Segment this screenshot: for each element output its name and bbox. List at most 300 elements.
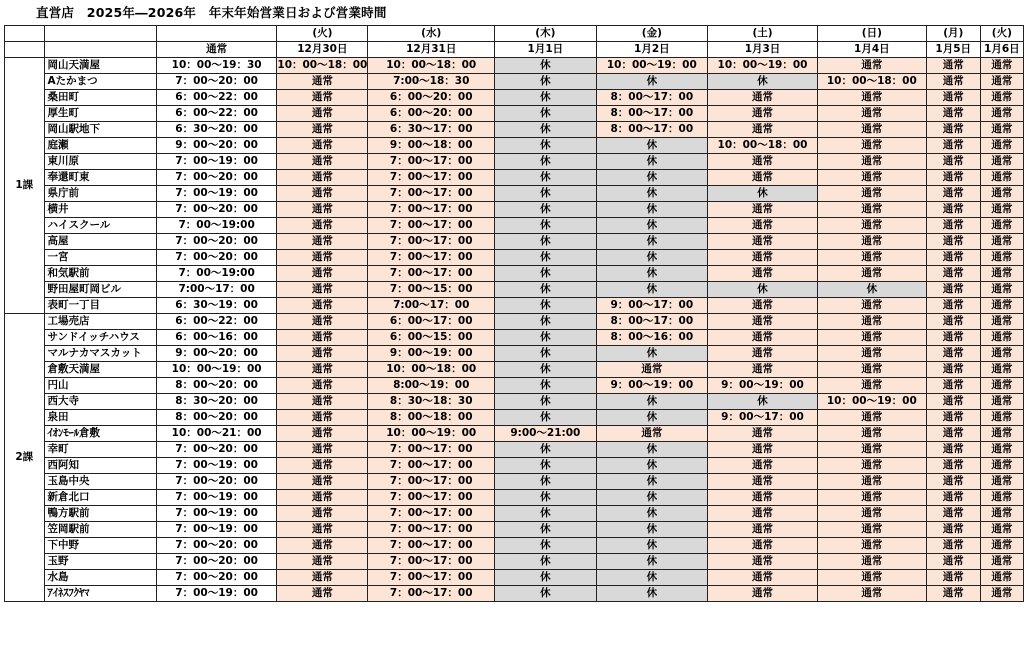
weekday-label: (木) [495, 26, 596, 42]
hours-cell: 通常 [980, 218, 1023, 234]
date-label: 1月3日 [708, 42, 818, 58]
hours-cell: 10：00～18：00 [368, 362, 495, 378]
hours-cell: 通常 [817, 170, 926, 186]
hours-cell: 通常 [980, 58, 1023, 74]
table-row [5, 538, 1024, 554]
hours-cell: 通常 [708, 330, 818, 346]
hours-cell: 休 [495, 554, 596, 570]
hours-cell: 通常 [817, 330, 926, 346]
page-title: 直営店 2025年―2026年 年末年始営業日および営業時間 [36, 5, 387, 20]
hours-cell: 通常 [708, 90, 818, 106]
hours-cell: 通常 [980, 90, 1023, 106]
hours-cell: 7：00～17：00 [368, 458, 495, 474]
hours-cell: 通常 [277, 522, 368, 538]
hours-cell: 通常 [277, 74, 368, 90]
hours-cell: 通常 [980, 282, 1023, 298]
hours-cell: 通常 [817, 426, 926, 442]
weekday-label: (月) [926, 26, 980, 42]
hours-cell: 休 [495, 74, 596, 90]
hours-cell: 通常 [277, 218, 368, 234]
weekday-label: (土) [708, 26, 818, 42]
store-name: 玉野 [44, 554, 156, 570]
store-name: 野田屋町岡ビル [44, 282, 156, 298]
hours-cell: 通常 [708, 298, 818, 314]
table-row [5, 218, 1024, 234]
hours-cell: 9：00～19：00 [708, 378, 818, 394]
hours-cell: 7：00～17：00 [368, 234, 495, 250]
hours-cell: 通常 [926, 170, 980, 186]
hours-cell: 休 [596, 538, 708, 554]
hours-cell: 通常 [708, 250, 818, 266]
hours-cell: 通常 [926, 138, 980, 154]
hours-cell: 通常 [926, 426, 980, 442]
hours-cell: 通常 [926, 522, 980, 538]
hours-cell: 通常 [926, 298, 980, 314]
store-name: 幸町 [44, 442, 156, 458]
hours-cell: 休 [596, 266, 708, 282]
division-label: 1課 [5, 58, 45, 314]
hours-cell: 通常 [708, 426, 818, 442]
hours-cell: 休 [596, 506, 708, 522]
normal-hours: 6：00～22：00 [156, 314, 277, 330]
normal-hours: 6：30～19：00 [156, 298, 277, 314]
header-blank [5, 42, 45, 58]
table-row [5, 554, 1024, 570]
normal-hours: 7：00～19：00 [156, 586, 277, 602]
hours-cell: 通常 [817, 554, 926, 570]
hours-cell: 通常 [817, 458, 926, 474]
store-name: 笠岡駅前 [44, 522, 156, 538]
hours-cell: 通常 [926, 378, 980, 394]
hours-cell: 休 [596, 74, 708, 90]
hours-cell: 10：00～18：00 [817, 74, 926, 90]
store-name: 西阿知 [44, 458, 156, 474]
store-name: 表町一丁目 [44, 298, 156, 314]
hours-cell: 通常 [926, 442, 980, 458]
hours-cell: 通常 [926, 490, 980, 506]
hours-cell: 7：00～17：00 [368, 506, 495, 522]
hours-cell: 7：00～15：00 [368, 282, 495, 298]
hours-cell: 通常 [708, 106, 818, 122]
hours-cell: 通常 [708, 154, 818, 170]
hours-cell: 8:00～19：00 [368, 378, 495, 394]
normal-hours: 8：00～20：00 [156, 378, 277, 394]
hours-cell: 通常 [980, 202, 1023, 218]
hours-cell: 7：00～17：00 [368, 266, 495, 282]
hours-cell: 休 [495, 106, 596, 122]
hours-cell: 6：00～20：00 [368, 106, 495, 122]
hours-cell: 通常 [277, 330, 368, 346]
hours-cell: 通常 [817, 570, 926, 586]
table-row [5, 394, 1024, 410]
store-name: ｱｲﾈｽﾌｸﾔﾏ [44, 586, 156, 602]
hours-cell: 通常 [980, 74, 1023, 90]
hours-cell: 通常 [817, 410, 926, 426]
hours-cell: 7：00～17：00 [368, 490, 495, 506]
store-name: 高屋 [44, 234, 156, 250]
hours-cell: 通常 [817, 362, 926, 378]
hours-cell: 休 [495, 330, 596, 346]
hours-cell: 7：00～17：00 [368, 250, 495, 266]
hours-cell: 通常 [817, 346, 926, 362]
hours-cell: 休 [495, 538, 596, 554]
division-label: 2課 [5, 314, 45, 602]
table-row [5, 490, 1024, 506]
hours-cell: 休 [708, 74, 818, 90]
hours-cell: 通常 [817, 506, 926, 522]
hours-cell: 通常 [277, 234, 368, 250]
hours-cell: 通常 [926, 474, 980, 490]
normal-hours: 6：30～20：00 [156, 122, 277, 138]
hours-cell: 通常 [817, 442, 926, 458]
hours-cell: 休 [495, 506, 596, 522]
hours-cell: 休 [596, 522, 708, 538]
hours-cell: 10：00～19：00 [368, 426, 495, 442]
hours-cell: 7：00～17：00 [368, 442, 495, 458]
hours-cell: 10：00～19：00 [708, 58, 818, 74]
store-name: 厚生町 [44, 106, 156, 122]
store-name: 桑田町 [44, 90, 156, 106]
hours-cell: 休 [708, 282, 818, 298]
hours-cell: 通常 [980, 538, 1023, 554]
hours-cell: 通常 [277, 474, 368, 490]
hours-cell: 通常 [980, 522, 1023, 538]
hours-cell: 休 [596, 410, 708, 426]
hours-cell: 通常 [708, 538, 818, 554]
date-label: 1月4日 [817, 42, 926, 58]
hours-cell: 通常 [277, 282, 368, 298]
table-row [5, 250, 1024, 266]
hours-cell: 休 [495, 314, 596, 330]
hours-cell: 通常 [817, 586, 926, 602]
hours-cell: 9：00～17：00 [708, 410, 818, 426]
schedule-table [4, 25, 1024, 602]
store-name: 庭瀬 [44, 138, 156, 154]
normal-hours: 7：00～19：00 [156, 458, 277, 474]
normal-hours: 8：00～20：00 [156, 410, 277, 426]
hours-cell: 7:00～18：30 [368, 74, 495, 90]
weekday-label: (火) [980, 26, 1023, 42]
hours-cell: 9:00～21:00 [495, 426, 596, 442]
hours-cell: 休 [596, 250, 708, 266]
hours-cell: 通常 [926, 234, 980, 250]
hours-cell: 通常 [980, 298, 1023, 314]
hours-cell: 7：00～17：00 [368, 554, 495, 570]
hours-cell: 10：00～18：00 [368, 58, 495, 74]
hours-cell: 通常 [926, 570, 980, 586]
hours-cell: 通常 [926, 394, 980, 410]
store-name: 西大寺 [44, 394, 156, 410]
normal-hours: 6：00～22：00 [156, 90, 277, 106]
table-row [5, 458, 1024, 474]
hours-cell: 通常 [277, 554, 368, 570]
hours-cell: 通常 [277, 442, 368, 458]
store-name: 円山 [44, 378, 156, 394]
hours-cell: 休 [495, 138, 596, 154]
normal-hours: 10：00～21：00 [156, 426, 277, 442]
hours-cell: 通常 [708, 442, 818, 458]
normal-hours: 7：00～20：00 [156, 74, 277, 90]
hours-cell: 通常 [277, 298, 368, 314]
hours-cell: 通常 [277, 266, 368, 282]
hours-cell: 休 [596, 202, 708, 218]
hours-cell: 通常 [980, 154, 1023, 170]
store-name: サンドイッチハウス [44, 330, 156, 346]
hours-cell: 9：00～19：00 [368, 346, 495, 362]
hours-cell: 休 [596, 490, 708, 506]
hours-cell: 通常 [277, 154, 368, 170]
date-label: 1月1日 [495, 42, 596, 58]
hours-cell: 通常 [926, 74, 980, 90]
store-name: 横井 [44, 202, 156, 218]
normal-hours: 10：00～19：00 [156, 362, 277, 378]
hours-cell: 通常 [926, 314, 980, 330]
hours-cell: 休 [708, 186, 818, 202]
hours-cell: 通常 [926, 586, 980, 602]
hours-cell: 通常 [277, 394, 368, 410]
store-name: 泉田 [44, 410, 156, 426]
normal-hours: 7：00～20：00 [156, 554, 277, 570]
weekday-label: (水) [368, 26, 495, 42]
table-row [5, 202, 1024, 218]
hours-cell: 通常 [277, 250, 368, 266]
hours-cell: 7：00～17：00 [368, 154, 495, 170]
header-blank [44, 26, 156, 42]
normal-hours: 7：00～19：00 [156, 522, 277, 538]
hours-cell: 通常 [980, 442, 1023, 458]
store-name: 鴨方駅前 [44, 506, 156, 522]
hours-cell: 通常 [926, 330, 980, 346]
hours-cell: 休 [495, 186, 596, 202]
hours-cell: 休 [596, 586, 708, 602]
hours-cell: 通常 [277, 378, 368, 394]
hours-cell: 通常 [980, 410, 1023, 426]
hours-cell: 通常 [277, 426, 368, 442]
hours-cell: 8：00～17：00 [596, 122, 708, 138]
hours-cell: 休 [817, 282, 926, 298]
hours-cell: 通常 [596, 362, 708, 378]
hours-cell: 通常 [708, 490, 818, 506]
header-blank [156, 26, 277, 42]
hours-cell: 通常 [708, 570, 818, 586]
hours-cell: 通常 [708, 506, 818, 522]
hours-cell: 通常 [926, 458, 980, 474]
hours-cell: 通常 [926, 250, 980, 266]
date-label: 12月30日 [277, 42, 368, 58]
store-name: 一宮 [44, 250, 156, 266]
table-row [5, 298, 1024, 314]
hours-cell: 通常 [926, 154, 980, 170]
hours-cell: 休 [495, 346, 596, 362]
hours-cell: 6：00～15：00 [368, 330, 495, 346]
table-row [5, 506, 1024, 522]
normal-hours: 7：00～20：00 [156, 202, 277, 218]
hours-cell: 休 [596, 218, 708, 234]
hours-cell: 通常 [817, 298, 926, 314]
hours-cell: 通常 [980, 394, 1023, 410]
table-row [5, 378, 1024, 394]
hours-cell: 通常 [817, 490, 926, 506]
table-row [5, 410, 1024, 426]
hours-cell: 通常 [277, 170, 368, 186]
hours-cell: 6：00～17：00 [368, 314, 495, 330]
hours-cell: 通常 [277, 410, 368, 426]
normal-hours: 7：00～19:00 [156, 266, 277, 282]
hours-cell: 10：00～19：00 [817, 394, 926, 410]
table-row [5, 266, 1024, 282]
date-header-row [5, 42, 1024, 58]
hours-cell: 通常 [277, 90, 368, 106]
hours-cell: 通常 [708, 586, 818, 602]
table-row [5, 186, 1024, 202]
store-name: 玉島中央 [44, 474, 156, 490]
hours-cell: 通常 [980, 266, 1023, 282]
hours-cell: 通常 [980, 346, 1023, 362]
header-blank [5, 26, 45, 42]
table-row [5, 58, 1024, 74]
hours-cell: 通常 [277, 202, 368, 218]
hours-cell: 通常 [926, 266, 980, 282]
hours-cell: 7：00～17：00 [368, 570, 495, 586]
hours-cell: 通常 [817, 106, 926, 122]
hours-cell: 通常 [708, 314, 818, 330]
table-row [5, 426, 1024, 442]
hours-cell: 9：00～19：00 [596, 378, 708, 394]
hours-cell: 休 [596, 346, 708, 362]
weekday-header-row [5, 26, 1024, 42]
date-label: 12月31日 [368, 42, 495, 58]
hours-cell: 休 [495, 154, 596, 170]
hours-cell: 通常 [277, 106, 368, 122]
schedule-body [5, 58, 1024, 602]
hours-cell: 10：00～19：00 [596, 58, 708, 74]
hours-cell: 8：00～17：00 [596, 314, 708, 330]
hours-cell: 通常 [596, 426, 708, 442]
store-name: 倉敷天満屋 [44, 362, 156, 378]
hours-cell: 通常 [980, 570, 1023, 586]
hours-cell: 通常 [708, 362, 818, 378]
hours-cell: 通常 [708, 522, 818, 538]
hours-cell: 通常 [980, 554, 1023, 570]
hours-cell: 休 [495, 474, 596, 490]
hours-cell: 通常 [708, 346, 818, 362]
hours-cell: 通常 [926, 122, 980, 138]
hours-cell: 10：00～18：00 [277, 58, 368, 74]
hours-cell: 通常 [277, 138, 368, 154]
hours-cell: 休 [495, 378, 596, 394]
hours-cell: 通常 [817, 234, 926, 250]
hours-cell: 通常 [926, 554, 980, 570]
table-row [5, 362, 1024, 378]
hours-cell: 10：00～18：00 [708, 138, 818, 154]
hours-cell: 通常 [708, 266, 818, 282]
hours-cell: 通常 [980, 122, 1023, 138]
hours-cell: 7:00～17：00 [368, 298, 495, 314]
hours-cell: 7：00～17：00 [368, 586, 495, 602]
hours-cell: 通常 [980, 330, 1023, 346]
hours-cell: 休 [495, 298, 596, 314]
hours-cell: 休 [495, 586, 596, 602]
hours-cell: 6：00～20：00 [368, 90, 495, 106]
normal-hours: 10：00～19：30 [156, 58, 277, 74]
normal-hours: 7：00～20：00 [156, 538, 277, 554]
table-row [5, 570, 1024, 586]
hours-cell: 休 [596, 474, 708, 490]
hours-cell: 通常 [277, 346, 368, 362]
hours-cell: 通常 [277, 506, 368, 522]
hours-cell: 通常 [817, 218, 926, 234]
hours-cell: 通常 [926, 506, 980, 522]
hours-cell: 休 [495, 458, 596, 474]
hours-cell: 休 [495, 282, 596, 298]
store-name: 工場売店 [44, 314, 156, 330]
hours-cell: 休 [708, 394, 818, 410]
hours-cell: 通常 [708, 218, 818, 234]
table-row [5, 282, 1024, 298]
hours-cell: 通常 [926, 362, 980, 378]
hours-cell: 休 [596, 186, 708, 202]
hours-cell: 通常 [817, 538, 926, 554]
hours-cell: 通常 [926, 218, 980, 234]
store-name: 岡山駅地下 [44, 122, 156, 138]
hours-cell: 通常 [708, 554, 818, 570]
normal-hours: 6：00～16：00 [156, 330, 277, 346]
table-row [5, 314, 1024, 330]
hours-cell: 通常 [926, 90, 980, 106]
store-name: ｲｵﾝﾓｰﾙ倉敷 [44, 426, 156, 442]
hours-cell: 通常 [817, 122, 926, 138]
hours-cell: 8：00～18：00 [368, 410, 495, 426]
normal-hours: 7：00～19：00 [156, 506, 277, 522]
hours-cell: 通常 [980, 186, 1023, 202]
weekday-label: (金) [596, 26, 708, 42]
hours-cell: 休 [495, 490, 596, 506]
hours-cell: 通常 [980, 426, 1023, 442]
normal-hours: 7：00～20：00 [156, 442, 277, 458]
hours-cell: 休 [495, 410, 596, 426]
hours-cell: 通常 [708, 458, 818, 474]
hours-cell: 休 [596, 458, 708, 474]
hours-cell: 7：00～17：00 [368, 218, 495, 234]
table-row [5, 74, 1024, 90]
hours-cell: 通常 [708, 202, 818, 218]
hours-cell: 通常 [817, 202, 926, 218]
hours-cell: 休 [596, 170, 708, 186]
store-name: ハイスクール [44, 218, 156, 234]
table-row [5, 234, 1024, 250]
table-row [5, 138, 1024, 154]
table-row [5, 442, 1024, 458]
hours-cell: 休 [495, 234, 596, 250]
normal-hours: 7：00～20：00 [156, 474, 277, 490]
hours-cell: 通常 [277, 186, 368, 202]
normal-hours: 7：00～19：00 [156, 490, 277, 506]
store-name: 水島 [44, 570, 156, 586]
hours-cell: 通常 [277, 570, 368, 586]
hours-cell: 通常 [277, 490, 368, 506]
hours-cell: 通常 [980, 170, 1023, 186]
hours-cell: 6：30～17：00 [368, 122, 495, 138]
hours-cell: 通常 [708, 474, 818, 490]
hours-cell: 休 [596, 394, 708, 410]
hours-cell: 7：00～17：00 [368, 522, 495, 538]
hours-cell: 7：00～17：00 [368, 170, 495, 186]
hours-cell: 8：00～16：00 [596, 330, 708, 346]
hours-cell: 通常 [980, 378, 1023, 394]
hours-cell: 通常 [926, 106, 980, 122]
store-name: 和気駅前 [44, 266, 156, 282]
hours-cell: 休 [495, 218, 596, 234]
